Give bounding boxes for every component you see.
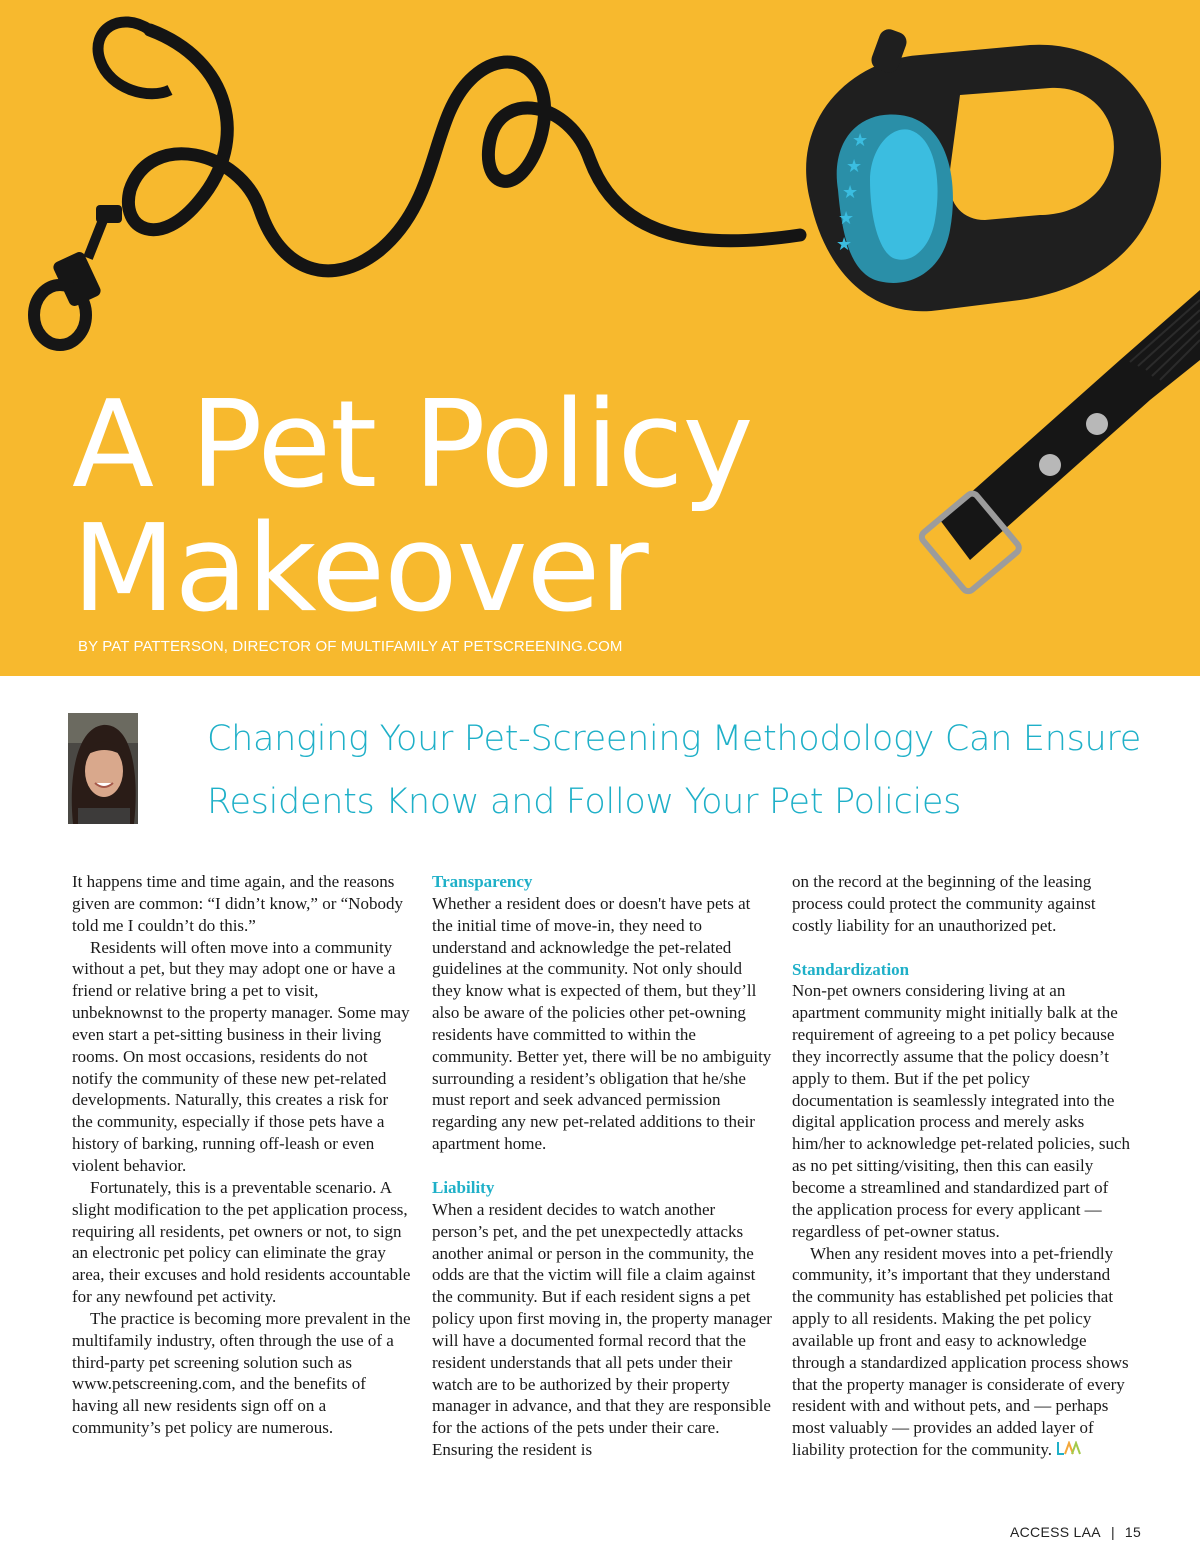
section-heading-standardization: Standardization bbox=[792, 959, 910, 979]
snap-hook bbox=[34, 205, 122, 345]
section-heading-liability: Liability bbox=[432, 1177, 495, 1197]
author-photo bbox=[68, 713, 138, 824]
paragraph: The practice is becoming more prevalent in the multifamily industry, often through the use of a third-party pet screening solution such as www.petscreening.com, and the benefits of having all new residents sign off on a community’s pet policy are numerous. bbox=[72, 1308, 411, 1438]
paragraph: Non-pet owners considering living at an apartment community might initially balk at the requirement of agreeing to a pet policy because they incorrectly assume that the policy doesn’t apply to them. But if the pet policy documentation is seamlessly integrated into the digital application process and merely asks him/her to acknowledge pet-related policies, such as no pet sitting/visiting, then this can easily become a streamlined and standardized part of the application process for every applicant — regardless of pet-owner status. bbox=[792, 981, 1130, 1241]
svg-text:★: ★ bbox=[836, 234, 853, 255]
article-column-1 bbox=[72, 871, 412, 1439]
footer-separator: | bbox=[1110, 1524, 1115, 1540]
dog-collar bbox=[919, 290, 1200, 594]
subtitle-line-1: Changing Your Pet-Screening Methodology Can Ensure bbox=[207, 719, 1141, 759]
page-number: 15 bbox=[1124, 1524, 1142, 1540]
paragraph: on the record at the beginning of the leasing process could protect the community against costly liability for an unauthorized pet. bbox=[792, 872, 1096, 935]
svg-text:★: ★ bbox=[846, 156, 863, 177]
hero-banner bbox=[0, 0, 1200, 676]
title-line-1: A Pet Policy bbox=[72, 376, 753, 515]
leash-strap bbox=[128, 30, 800, 271]
section-heading-transparency: Transparency bbox=[432, 872, 533, 891]
retractable-leash-handle bbox=[806, 26, 1161, 311]
svg-text:★: ★ bbox=[842, 182, 859, 203]
svg-text:★: ★ bbox=[838, 208, 855, 229]
paragraph-final bbox=[792, 1243, 1132, 1461]
page-footer bbox=[1010, 1524, 1141, 1540]
article-column-3 bbox=[792, 871, 1132, 1461]
subtitle-line-2: Residents Know and Follow Your Pet Policies bbox=[207, 782, 962, 822]
title-line-2: Makeover bbox=[72, 500, 648, 639]
article-subtitle bbox=[207, 708, 1167, 834]
paragraph: Fortunately, this is a preventable scenario. A slight modification to the pet application process, requiring all residents, pet owners or not, to sign an electronic pet policy can eliminate the gray area, their excuses and hold residents accountable for any newfound pet activity. bbox=[72, 1177, 411, 1307]
paragraph: Whether a resident does or doesn't have pets at the initial time of move-in, they need to understand and acknowledge the pet-related guidelines at the community. Not only should they know what is expected of them, but they’ll also be aware of the policies other pet-owning residents have committed to within the community. Better yet, there will be no ambiguity surrounding a resident’s obligation that he/she must report and seek advanced permission regarding any new pet-related additions to their apartment home. bbox=[432, 893, 772, 1154]
paragraph: Residents will often move into a community without a pet, but they may adopt one or have a friend or relative bring a pet to visit, unbeknownst to the property manager. Some may even start a pet-sitting business in their living rooms. On most occasions, residents do not notify the community of these new pet-related developments. Naturally, this creates a risk for the community, especially if those pets have a history of barking, running off-leash or even violent behavior. bbox=[72, 937, 410, 1175]
article-column-2 bbox=[432, 871, 772, 1461]
paragraph: When a resident decides to watch another person’s pet, and the pet unexpectedly attacks another animal or person in the community, the odds are that the victim will file a claim against the community. But if each resident signs a pet policy upon first moving in, the property manager will have a documented formal record that the resident understands that all pets under their watch are to be authorized by their property manager in advance, and that they are responsible for the actions of the pets under their care. Ensuring the resident is bbox=[432, 1199, 772, 1460]
author-byline: BY PAT PATTERSON, DIRECTOR OF MULTIFAMILY AT PETSCREENING.COM bbox=[78, 638, 623, 655]
article-title bbox=[72, 376, 753, 639]
svg-text:★: ★ bbox=[852, 130, 869, 151]
publication-name: ACCESS LAA bbox=[1010, 1524, 1101, 1540]
paragraph: It happens time and time again, and the reasons given are common: “I didn’t know,” or “Nobody told me I couldn’t do this.” bbox=[72, 872, 403, 935]
paragraph-text: When any resident moves into a pet-friendly community, it’s important that they understand the community has established pet policies that apply to all residents. Making the pet policy available up front and easy to acknowledge through a standardized application process shows that the property manager is considerate of every resident with and without pets, and — perhaps most valuably — provides an added layer of liability protection for the community. bbox=[792, 1243, 1129, 1460]
laa-end-mark-icon bbox=[1056, 1441, 1082, 1455]
